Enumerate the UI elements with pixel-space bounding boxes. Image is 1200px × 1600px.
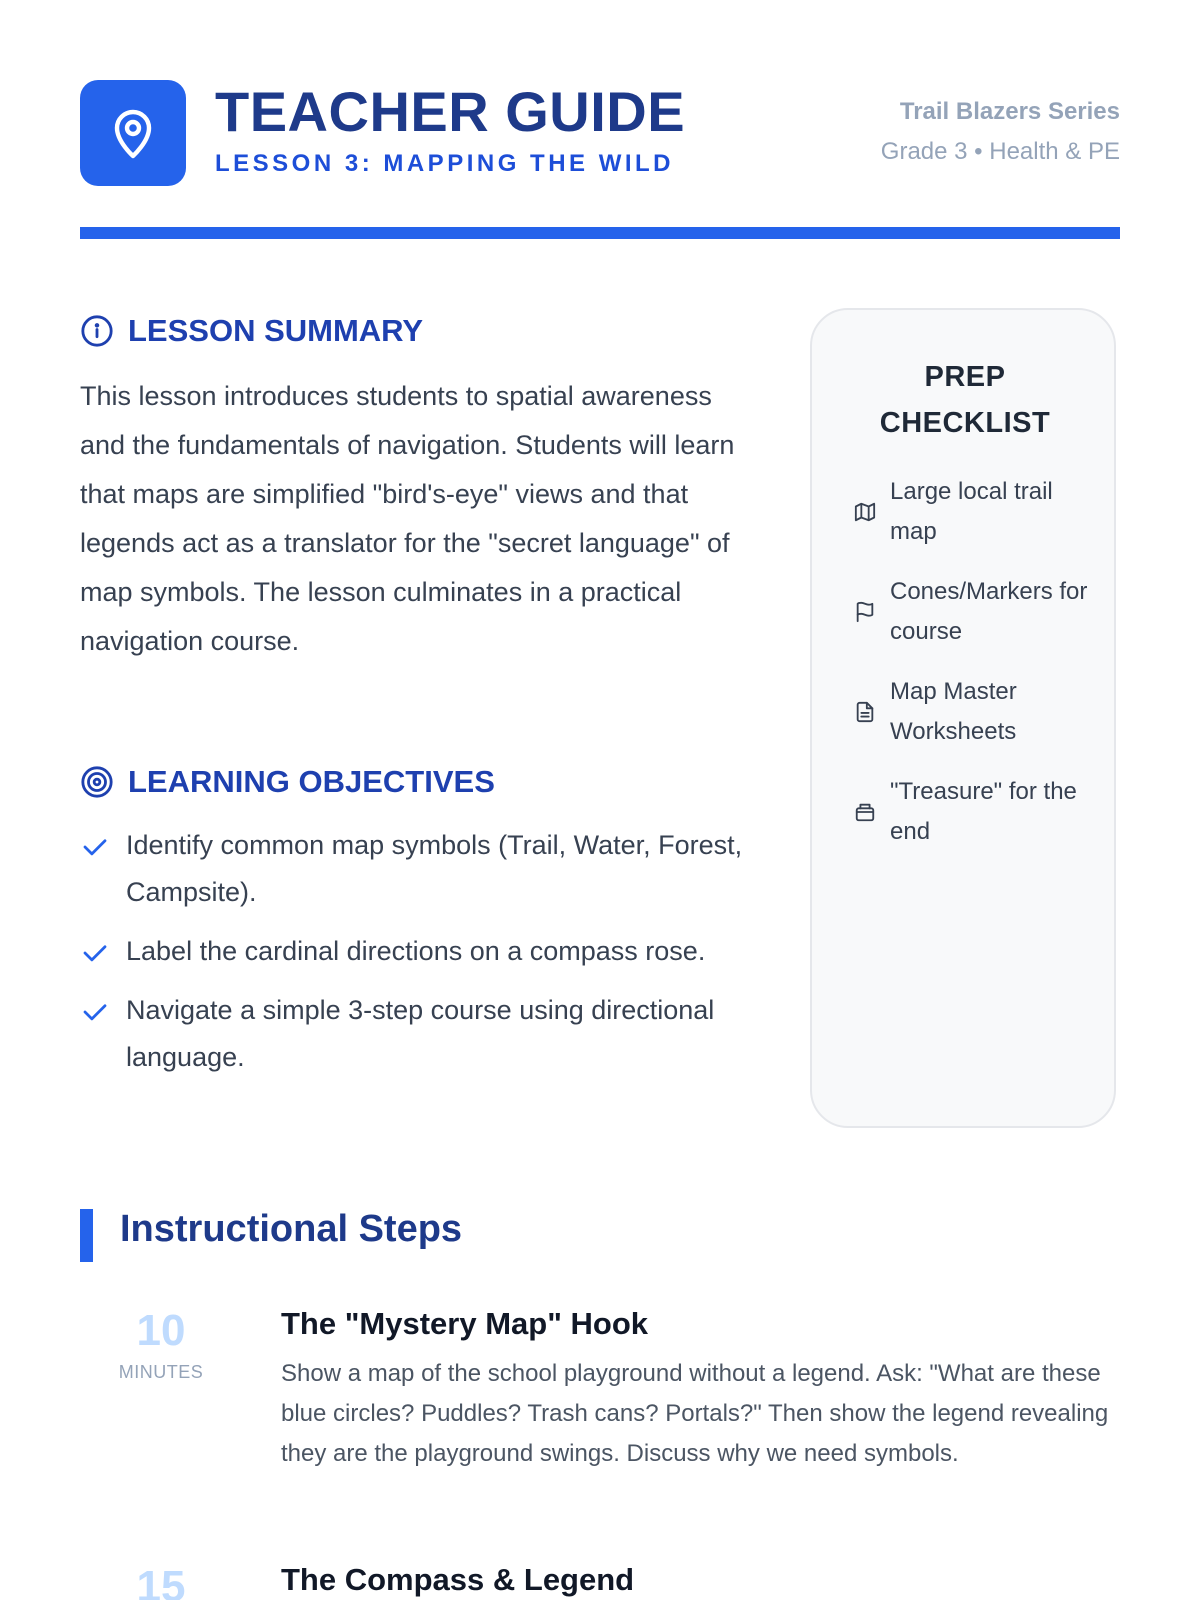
objective-text: Identify common map symbols (Trail, Water, Forest, Campsite). bbox=[126, 830, 743, 907]
grade-subject: Grade 3 • Health & PE bbox=[880, 138, 1120, 165]
step-minutes-unit: MINUTES bbox=[118, 1362, 204, 1382]
checklist-item-label: Cones/Markers for course bbox=[890, 578, 1088, 645]
step-item bbox=[80, 1562, 1120, 1600]
step-item bbox=[80, 1306, 1120, 1506]
step-title: The "Mystery Map" Hook bbox=[281, 1306, 649, 1341]
prep-checklist-card bbox=[810, 308, 1116, 1128]
list-item bbox=[80, 822, 750, 916]
document-icon bbox=[854, 701, 876, 723]
series-name: Trail Blazers Series bbox=[899, 98, 1120, 125]
prep-checklist bbox=[854, 472, 1094, 872]
treasure-chest-icon bbox=[854, 801, 876, 823]
prep-title-line1: PREP bbox=[924, 361, 1006, 393]
list-item bbox=[854, 572, 1094, 652]
map-icon bbox=[854, 501, 876, 523]
checklist-item-label: "Treasure" for the end bbox=[890, 778, 1077, 845]
logo bbox=[80, 80, 186, 186]
objectives-list bbox=[80, 822, 750, 1093]
step-minutes: 10 bbox=[136, 1306, 186, 1355]
objective-text: Label the cardinal directions on a compass rose. bbox=[126, 936, 706, 966]
steps-accent-bar bbox=[80, 1209, 93, 1262]
step-minutes: 15 bbox=[136, 1562, 186, 1600]
checklist-item-label: Large local trail map bbox=[890, 478, 1053, 545]
flag-icon bbox=[854, 601, 876, 623]
lesson-summary-label: LESSON SUMMARY bbox=[128, 313, 424, 348]
list-item bbox=[854, 672, 1094, 752]
prep-checklist-title bbox=[812, 354, 1118, 446]
map-pin-icon bbox=[109, 106, 157, 160]
lesson-summary-text: This lesson introduces students to spatial awareness and the fundamentals of navigation. Students will learn that maps are simplified "bird's-eye" views and that legends act as a translator for the "secret language" of map symbols. The lesson culminates in a practical navigation course. bbox=[80, 381, 735, 656]
header bbox=[80, 80, 1120, 190]
target-icon bbox=[80, 765, 114, 799]
list-item bbox=[854, 472, 1094, 552]
step-description: Show a map of the school playground without a legend. Ask: "What are these blue circles? Puddles? Trash cans? Portals?" Then show the legend revealing they are the playground swings. Discuss why we need symbols. bbox=[281, 1360, 1109, 1467]
teacher-guide-page bbox=[80, 0, 1120, 1600]
list-item bbox=[854, 772, 1094, 852]
learning-objectives-label: LEARNING OBJECTIVES bbox=[128, 764, 495, 799]
instructional-steps-heading: Instructional Steps bbox=[120, 1208, 463, 1250]
check-icon bbox=[80, 938, 110, 968]
header-divider bbox=[80, 227, 1120, 239]
info-icon bbox=[80, 314, 114, 348]
step-title: The Compass & Legend bbox=[281, 1562, 635, 1597]
lesson-summary-heading bbox=[80, 313, 423, 349]
list-item bbox=[80, 987, 750, 1081]
checklist-item-label: Map Master Worksheets bbox=[890, 678, 1017, 745]
list-item bbox=[80, 928, 750, 975]
check-icon bbox=[80, 832, 110, 862]
learning-objectives-heading bbox=[80, 764, 495, 800]
objective-text: Navigate a simple 3-step course using directional language. bbox=[126, 995, 715, 1072]
lesson-subtitle: LESSON 3: MAPPING THE WILD bbox=[215, 150, 675, 177]
prep-title-line2: CHECKLIST bbox=[879, 407, 1051, 439]
check-icon bbox=[80, 997, 110, 1027]
page-title: TEACHER GUIDE bbox=[215, 80, 686, 143]
